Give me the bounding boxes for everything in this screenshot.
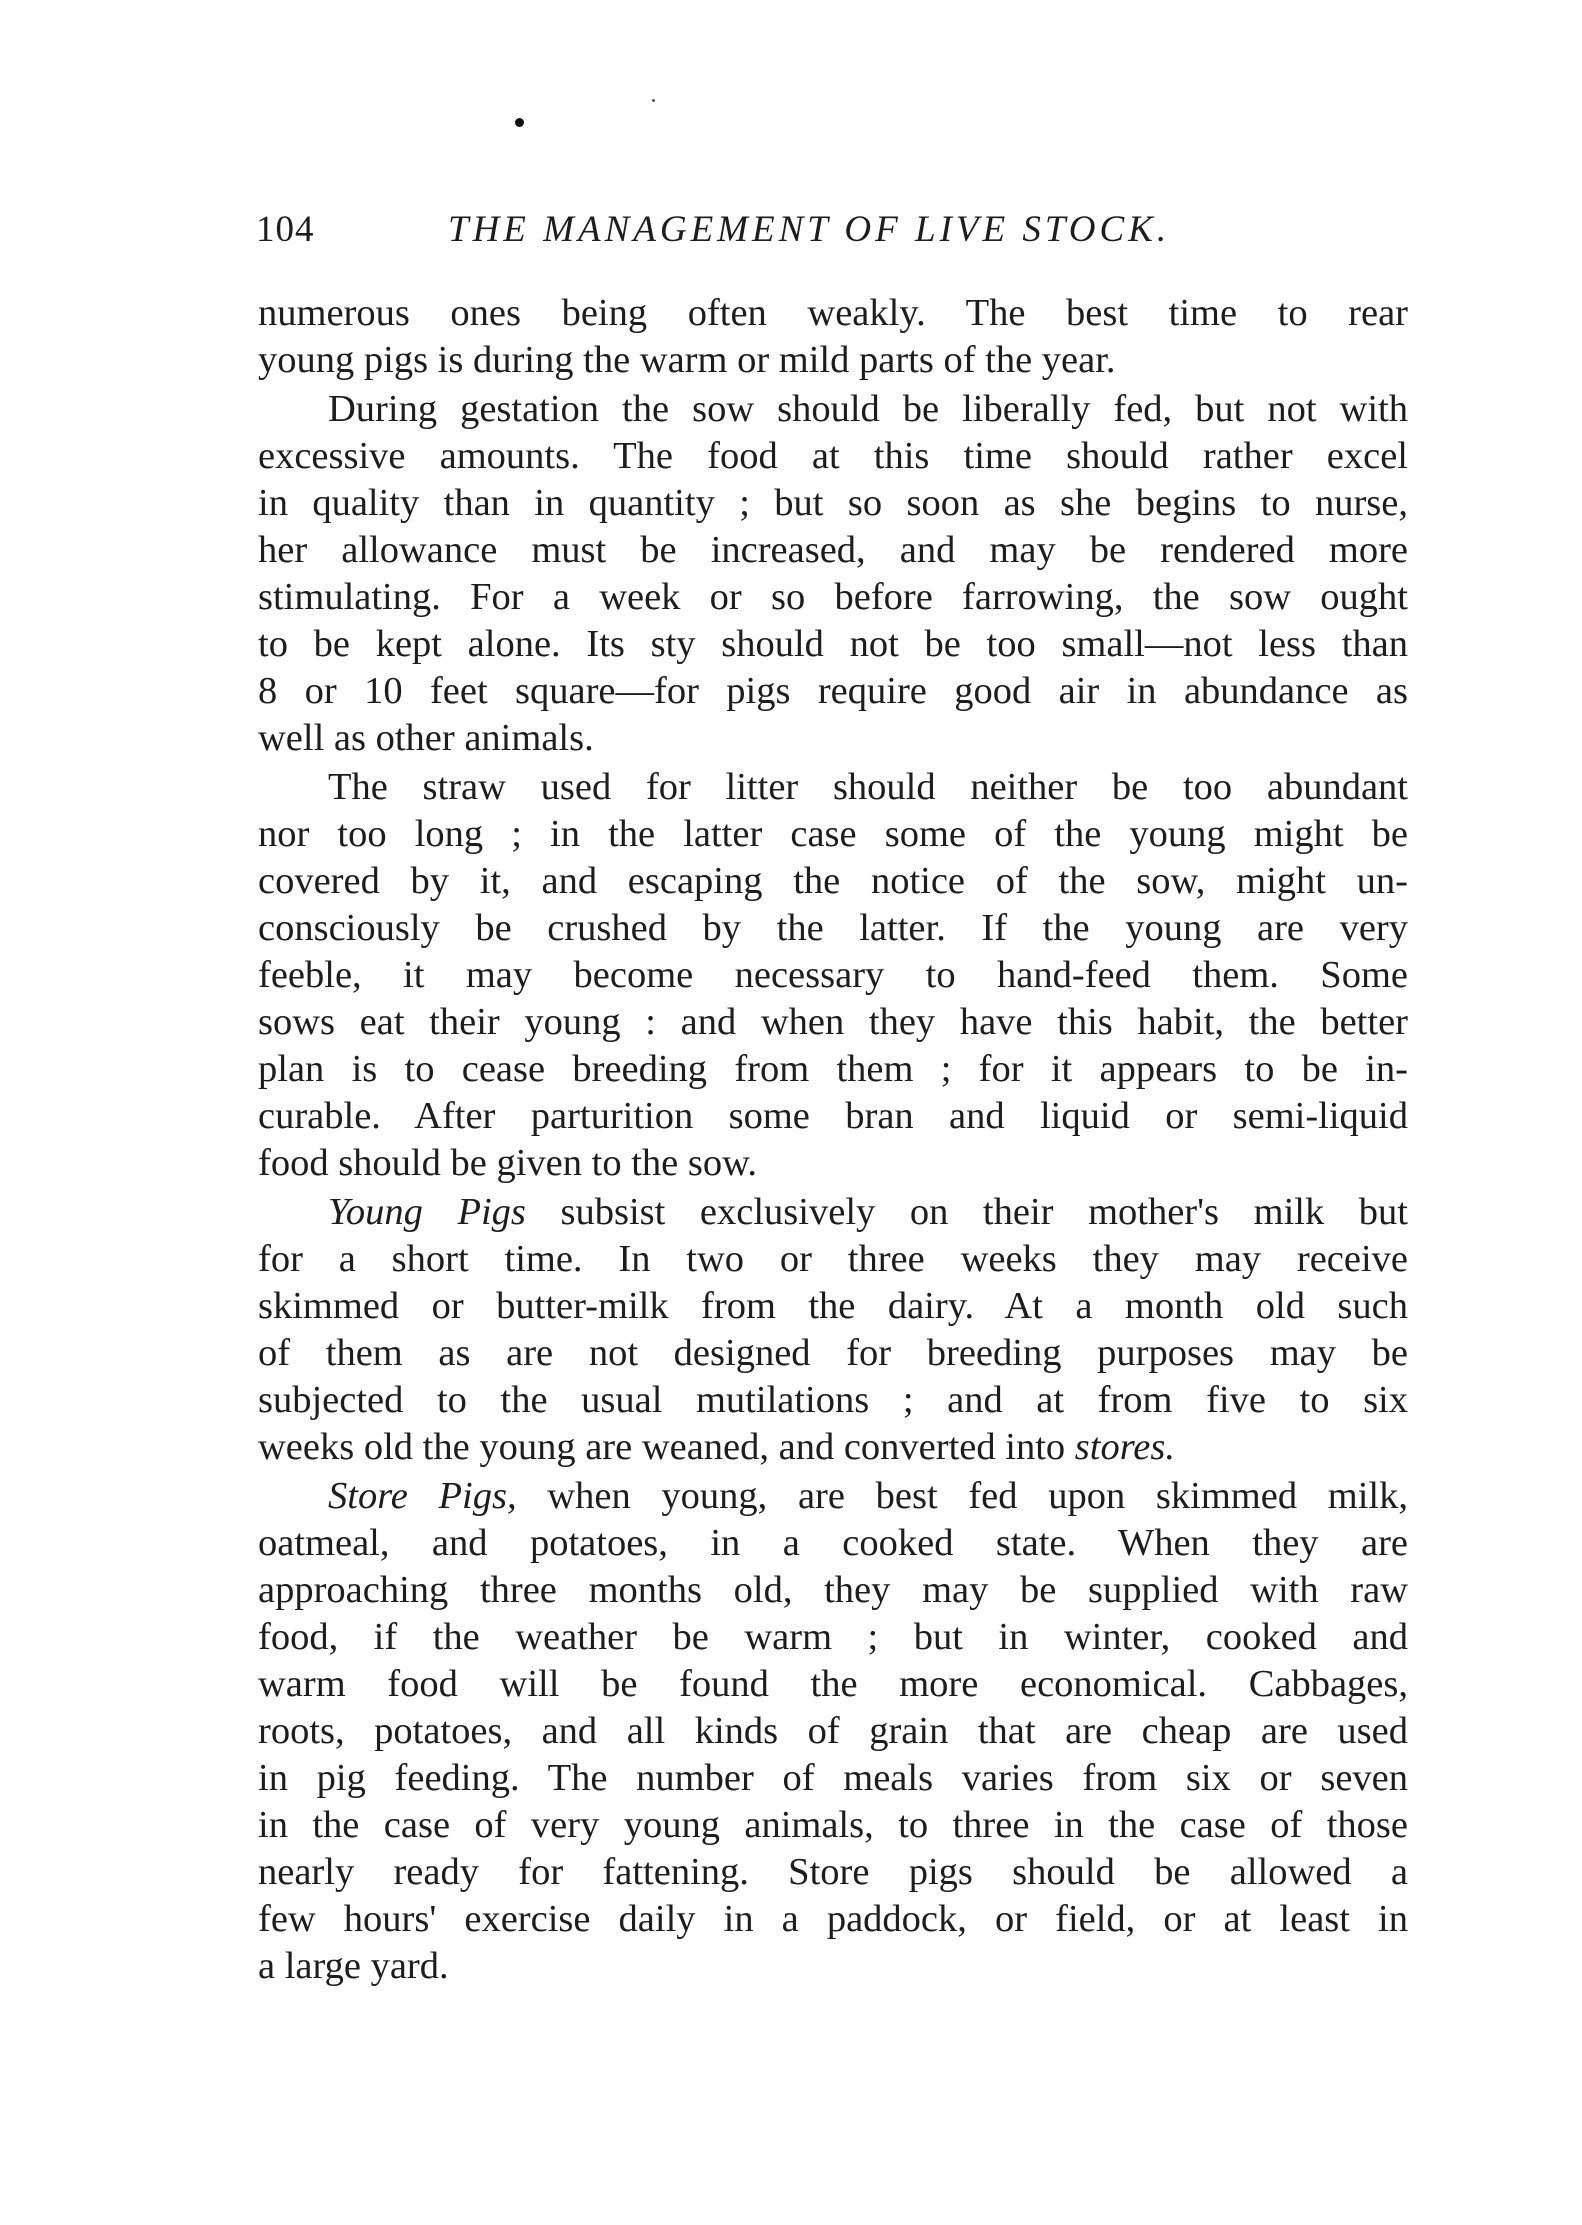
text-line: roots, potatoes, and all kinds of grain that are cheap are used: [258, 1710, 1408, 1752]
text-line: excessive amounts. The food at this time should rather excel: [258, 435, 1408, 477]
paragraph-first-line: [258, 1189, 1408, 1236]
text-line: feeble, it may become necessary to hand-feed them. Some: [258, 954, 1408, 996]
text-line: subjected to the usual mutilations ; and at from five to six: [258, 1379, 1408, 1421]
paragraph-first-line: During gestation the sow should be liberally fed, but not with: [328, 388, 1408, 430]
running-title: THE MANAGEMENT OF LIVE STOCK.: [448, 209, 1171, 250]
text-line: for a short time. In two or three weeks they may receive: [258, 1238, 1408, 1280]
ink-speck: [515, 118, 524, 127]
paragraph-first-line: The straw used for litter should neither be too abundant: [328, 766, 1408, 808]
text-line: to be kept alone. Its sty should not be too small—not less than: [258, 623, 1408, 665]
text-line: food should be given to the sow.: [258, 1142, 758, 1184]
text-line: few hours' exercise daily in a paddock, or field, or at least in: [258, 1898, 1408, 1940]
text-line: consciously be crushed by the latter. If the young are very: [258, 907, 1408, 949]
text-run: weeks old the young are weaned, and converted into: [258, 1426, 1075, 1468]
text-line: plan is to cease breeding from them ; for it appears to be in-: [258, 1048, 1408, 1090]
text-line: food, if the weather be warm ; but in winter, cooked and: [258, 1616, 1408, 1658]
text-line: young pigs is during the warm or mild parts of the year.: [258, 339, 1116, 381]
text-run: subsist exclusively on their mother's milk but: [525, 1191, 1408, 1233]
italic-heading: Young Pigs: [328, 1191, 526, 1233]
text-line: approaching three months old, they may be supplied with raw: [258, 1569, 1408, 1611]
italic-heading: Store Pigs,: [328, 1475, 517, 1517]
text-line: oatmeal, and potatoes, in a cooked state. When they are: [258, 1522, 1408, 1564]
text-line: nor too long ; in the latter case some of the young might be: [258, 813, 1408, 855]
text-line: curable. After parturition some bran and liquid or semi-liquid: [258, 1095, 1408, 1137]
body-text: [258, 290, 1408, 1990]
text-run: when young, are best fed upon skimmed milk,: [516, 1475, 1408, 1517]
running-head: [256, 205, 1406, 255]
text-line: well as other animals.: [258, 717, 594, 759]
text-line: in the case of very young animals, to three in the case of those: [258, 1804, 1408, 1846]
italic-term: stores.: [1074, 1426, 1175, 1468]
text-line: her allowance must be increased, and may be rendered more: [258, 529, 1408, 571]
text-line: stimulating. For a week or so before farrowing, the sow ought: [258, 576, 1408, 618]
text-line: in quality than in quantity ; but so soon as she begins to nurse,: [258, 482, 1408, 524]
text-line: 8 or 10 feet square—for pigs require good air in abundance as: [258, 670, 1408, 712]
text-line: sows eat their young : and when they have this habit, the better: [258, 1001, 1408, 1043]
text-line: covered by it, and escaping the notice of the sow, might un-: [258, 860, 1408, 902]
text-line: numerous ones being often weakly. The best time to rear: [258, 292, 1408, 334]
ink-speck: [652, 99, 655, 102]
paragraph-first-line: [258, 1473, 1408, 1520]
text-line: of them as are not designed for breeding purposes may be: [258, 1332, 1408, 1374]
text-line: skimmed or butter-milk from the dairy. At a month old such: [258, 1285, 1408, 1327]
text-line: warm food will be found the more economical. Cabbages,: [258, 1663, 1408, 1705]
text-line: nearly ready for fattening. Store pigs should be allowed a: [258, 1851, 1408, 1893]
text-line: [258, 1424, 1408, 1471]
text-line: in pig feeding. The number of meals varies from six or seven: [258, 1757, 1408, 1799]
page-number: 104: [256, 209, 315, 250]
text-line: a large yard.: [258, 1945, 449, 1987]
